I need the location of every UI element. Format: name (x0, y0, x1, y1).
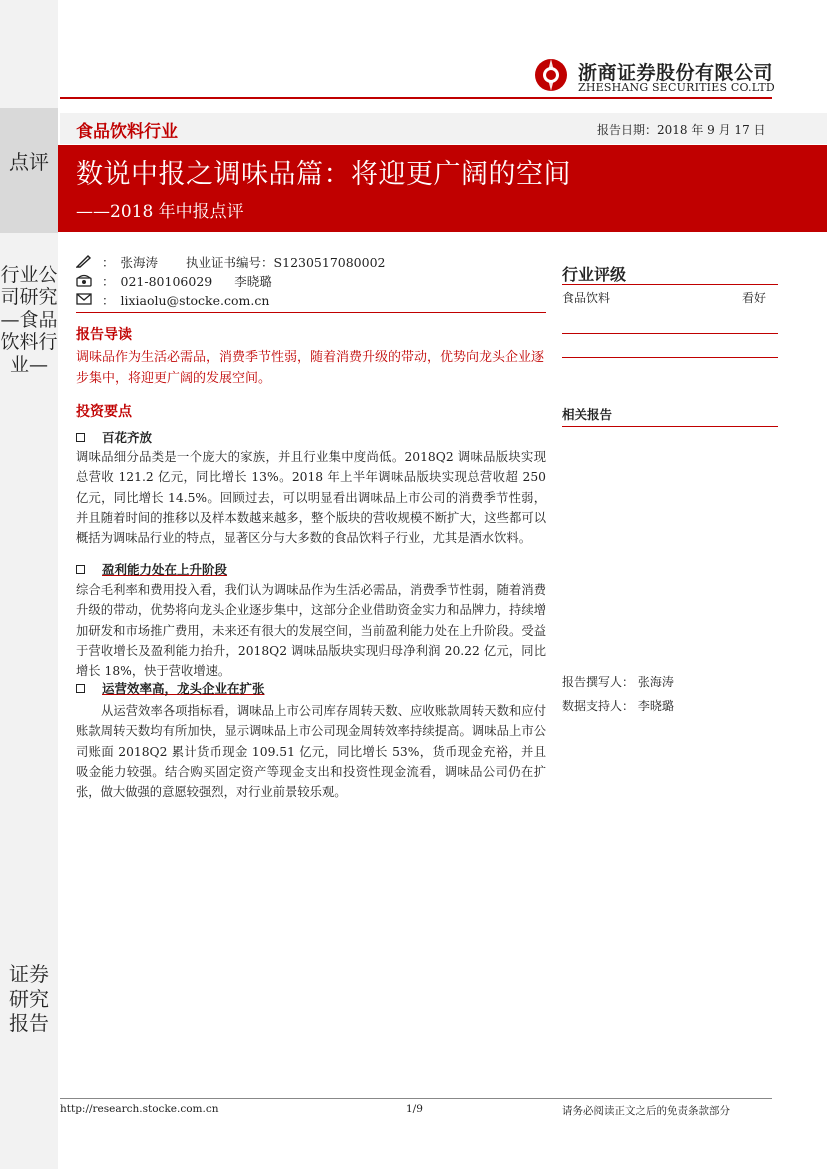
bullet-square-icon (76, 433, 85, 442)
rating-line-2 (562, 333, 778, 334)
side-label-research: 行业公司研究—食品饮料行业— (0, 264, 58, 376)
colon: ： (102, 255, 115, 270)
report-date: 报告日期：2018 年 9 月 17 日 (597, 123, 766, 137)
side-label-review: 点评 (9, 150, 49, 174)
rating-line-3 (562, 357, 778, 358)
credit-supporter: 数据支持人： 李晓璐 (562, 699, 674, 713)
author-row-analyst (76, 253, 386, 271)
phone-number: 021-80106029 (120, 273, 213, 289)
guide-heading: 报告导读 (76, 327, 132, 343)
header-divider (60, 97, 772, 99)
company-logo-icon (533, 57, 573, 93)
pen-icon (76, 254, 96, 271)
rating-heading: 行业评级 (562, 265, 627, 284)
section-1-title: 百花齐放 (76, 428, 152, 446)
footer-url[interactable]: http://research.stocke.com.cn (60, 1103, 219, 1115)
guide-text: 调味品作为生活必需品，消费季节性弱，随着消费升级的带动，优势向龙头企业逐步集中，将迎更广阔的发展空间。 (76, 350, 545, 386)
cert-label: 执业证书编号： (186, 255, 274, 270)
analyst-name: 张海涛 (120, 255, 159, 270)
section-3-text: 从运营效率各项指标看，调味品上市公司库存周转天数、应收账款周转天数和应付账款周转天数均有所加快，显示调味品上市公司现金周转效率持续提高。调味品上市公司账面 2018Q2 累计货币现金 109.51 亿元，同比增长 53%，货币现金充裕，并且吸金能力较强。结合购买固定资产等现金支出和投资性现金流看，调味品公司仍在扩张，做大做强的意愿较强烈，对行业前景较乐观。 (76, 704, 546, 800)
bullet-square-icon (76, 684, 85, 693)
section-3-title: 运营效率高，龙头企业在扩张 (76, 679, 265, 697)
footer-divider (60, 1098, 772, 1099)
report-title: 数说中报之调味品篇：将迎更广阔的空间 (76, 159, 571, 190)
mail-icon (76, 293, 96, 308)
rating-sector: 食品饮料 (562, 291, 611, 305)
section-1-text: 调味品细分品类是一个庞大的家族，并且行业集中度尚低。2018Q2 调味品版块实现总营收 121.2 亿元，同比增长 13%。2018 年上半年调味品版块实现总营收超 250 亿元，同比增长 14.5%。回顾过去，可以明显看出调味品上市公司的消费季节性弱，并且随着时间的推移以及样本数越来越多，整个版块的营收规模不断扩大，这些都可以概括为调味品行业的特点，显著区分与大多数的食品饮料子行业，尤其是酒水饮料。 (76, 450, 546, 546)
industry-label: 食品饮料行业 (76, 122, 178, 142)
company-name-en: ZHESHANG SECURITIES CO.LTD (578, 81, 775, 94)
section-2-title: 盈利能力处在上升阶段 (76, 560, 227, 578)
related-divider (562, 426, 778, 427)
cert-number: S1230517080002 (273, 254, 386, 270)
bullet-square-icon (76, 565, 85, 574)
section-2-text: 综合毛利率和费用投入看，我们认为调味品作为生活必需品，消费季节性弱，随着消费升级的带动，优势将向龙头企业逐步集中，这部分企业借助资金实力和品牌力，持续增加研发和市场推广费用，未来还有很大的发展空间，当前盈利能力处在上升阶段。受益于营收增长及盈利能力抬升，2018Q2 调味品版块实现归母净利润 20.22 亿元，同比增长 18%，快于营收增速。 (76, 583, 546, 679)
email-address[interactable]: lixiaolu@stocke.com.cn (120, 292, 270, 308)
report-subtitle: ——2018 年中报点评 (76, 202, 244, 222)
colon: ： (102, 293, 115, 308)
phone-icon (76, 273, 96, 290)
key-points-heading: 投资要点 (76, 404, 132, 420)
colon: ： (102, 274, 115, 289)
related-heading: 相关报告 (562, 407, 613, 422)
rating-value: 看好 (742, 291, 767, 305)
assistant-name: 李晓璐 (234, 274, 272, 289)
credit-writer: 报告撰写人： 张海涛 (562, 675, 674, 689)
author-row-email (76, 291, 269, 309)
rating-divider (562, 284, 778, 285)
footer-disclaimer: 请务必阅读正文之后的免责条款部分 (562, 1105, 730, 1117)
company-name-cn: 浙商证券股份有限公司 (578, 62, 774, 84)
side-label-report: 证券研究报告 (9, 962, 49, 1035)
author-divider (76, 312, 546, 313)
page-number: 1/9 (406, 1103, 423, 1115)
author-row-phone (76, 272, 272, 290)
